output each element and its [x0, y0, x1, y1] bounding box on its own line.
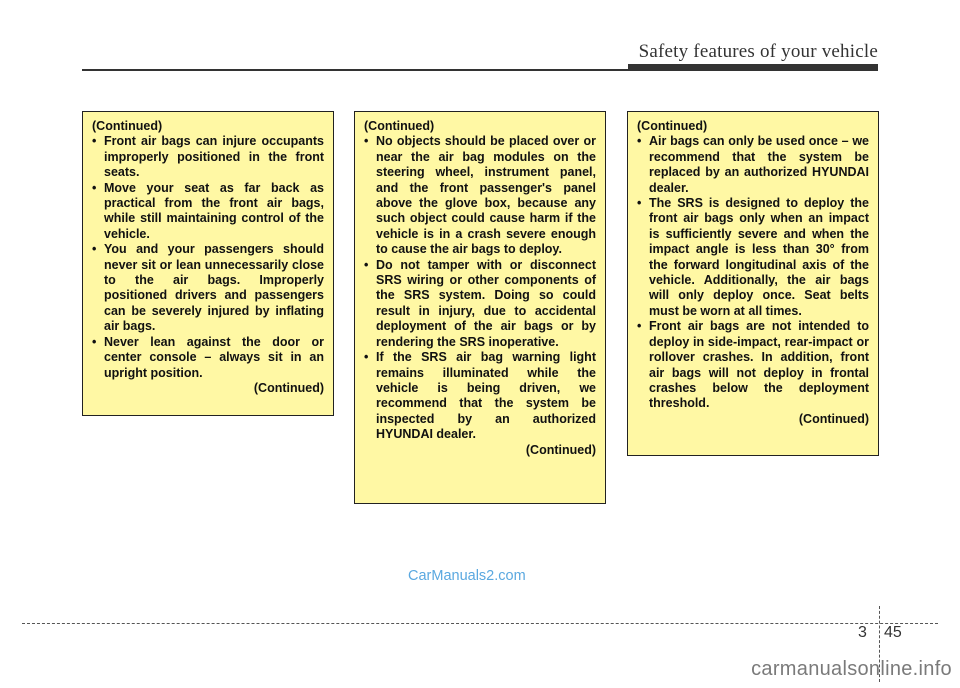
continued-label: (Continued) — [92, 119, 163, 133]
bullet-item: • You and your passengers should never sit or lean unnecessarily close to the air bags. Improperly positioned drivers and passengers can be severely injured by inflating air bags. — [92, 242, 324, 334]
bullet-item: • Air bags can only be used once – we recommend that the system be replaced by an authorized HYUNDAI dealer. — [637, 134, 869, 196]
bullet-item: • Front air bags can injure occupants improperly positioned in the front seats. — [92, 134, 324, 180]
bullet-list — [637, 134, 869, 411]
warning-box-3 — [627, 111, 879, 456]
section-number: 3 — [858, 624, 867, 641]
continued-footer: (Continued) — [525, 442, 596, 457]
watermark-link[interactable]: CarManuals2.com — [408, 568, 526, 584]
bullet-item: • The SRS is designed to deploy the front air bags only when an impact is sufficiently severe and when the impact angle is less than 30° from the forward longitudinal axis of the vehicle. Additionally, the air bags will only deploy once. Seat belts must be worn at all times. — [637, 196, 869, 319]
bullet-list — [92, 134, 324, 381]
bullet-item: • Front air bags are not intended to deploy in side-impact, rear-impact or rollover crashes. In addition, front air bags will not deploy in frontal crashes below the deployment threshold. — [637, 319, 869, 411]
header-rule-accent — [628, 64, 878, 71]
bullet-item: • Do not tamper with or disconnect SRS wiring or other components of the SRS system. Doing so could result in injury, due to accidental deployment of the air bags or by rendering the SRS inoperative. — [364, 258, 596, 350]
bullet-list — [364, 134, 596, 442]
warning-box-1 — [82, 111, 334, 416]
footer-rule — [22, 623, 938, 624]
bullet-item: • Never lean against the door or center console – always sit in an upright position. — [92, 335, 324, 381]
continued-footer: (Continued) — [798, 411, 869, 426]
footer-site-watermark: carmanualsonline.info — [751, 658, 952, 680]
bullet-item: • No objects should be placed over or near the air bag modules on the steering wheel, instrument panel, and the front passenger's panel above the glove box, because any such object could cause harm if the vehicle is in a crash severe enough to cause the air bags to deploy. — [364, 134, 596, 257]
continued-footer: (Continued) — [253, 380, 324, 395]
warning-box-2 — [354, 111, 606, 504]
page-number: 45 — [884, 624, 902, 641]
page-header-title: Safety features of your vehicle — [638, 41, 878, 62]
bullet-item: • Move your seat as far back as practical from the front air bags, while still maintaining control of the vehicle. — [92, 181, 324, 243]
bullet-item: • If the SRS air bag warning light remains illuminated while the vehicle is being driven, we recommend that the system be inspected by an authorized HYUNDAI dealer. — [364, 350, 596, 442]
continued-label: (Continued) — [364, 119, 435, 133]
continued-label: (Continued) — [637, 119, 708, 133]
